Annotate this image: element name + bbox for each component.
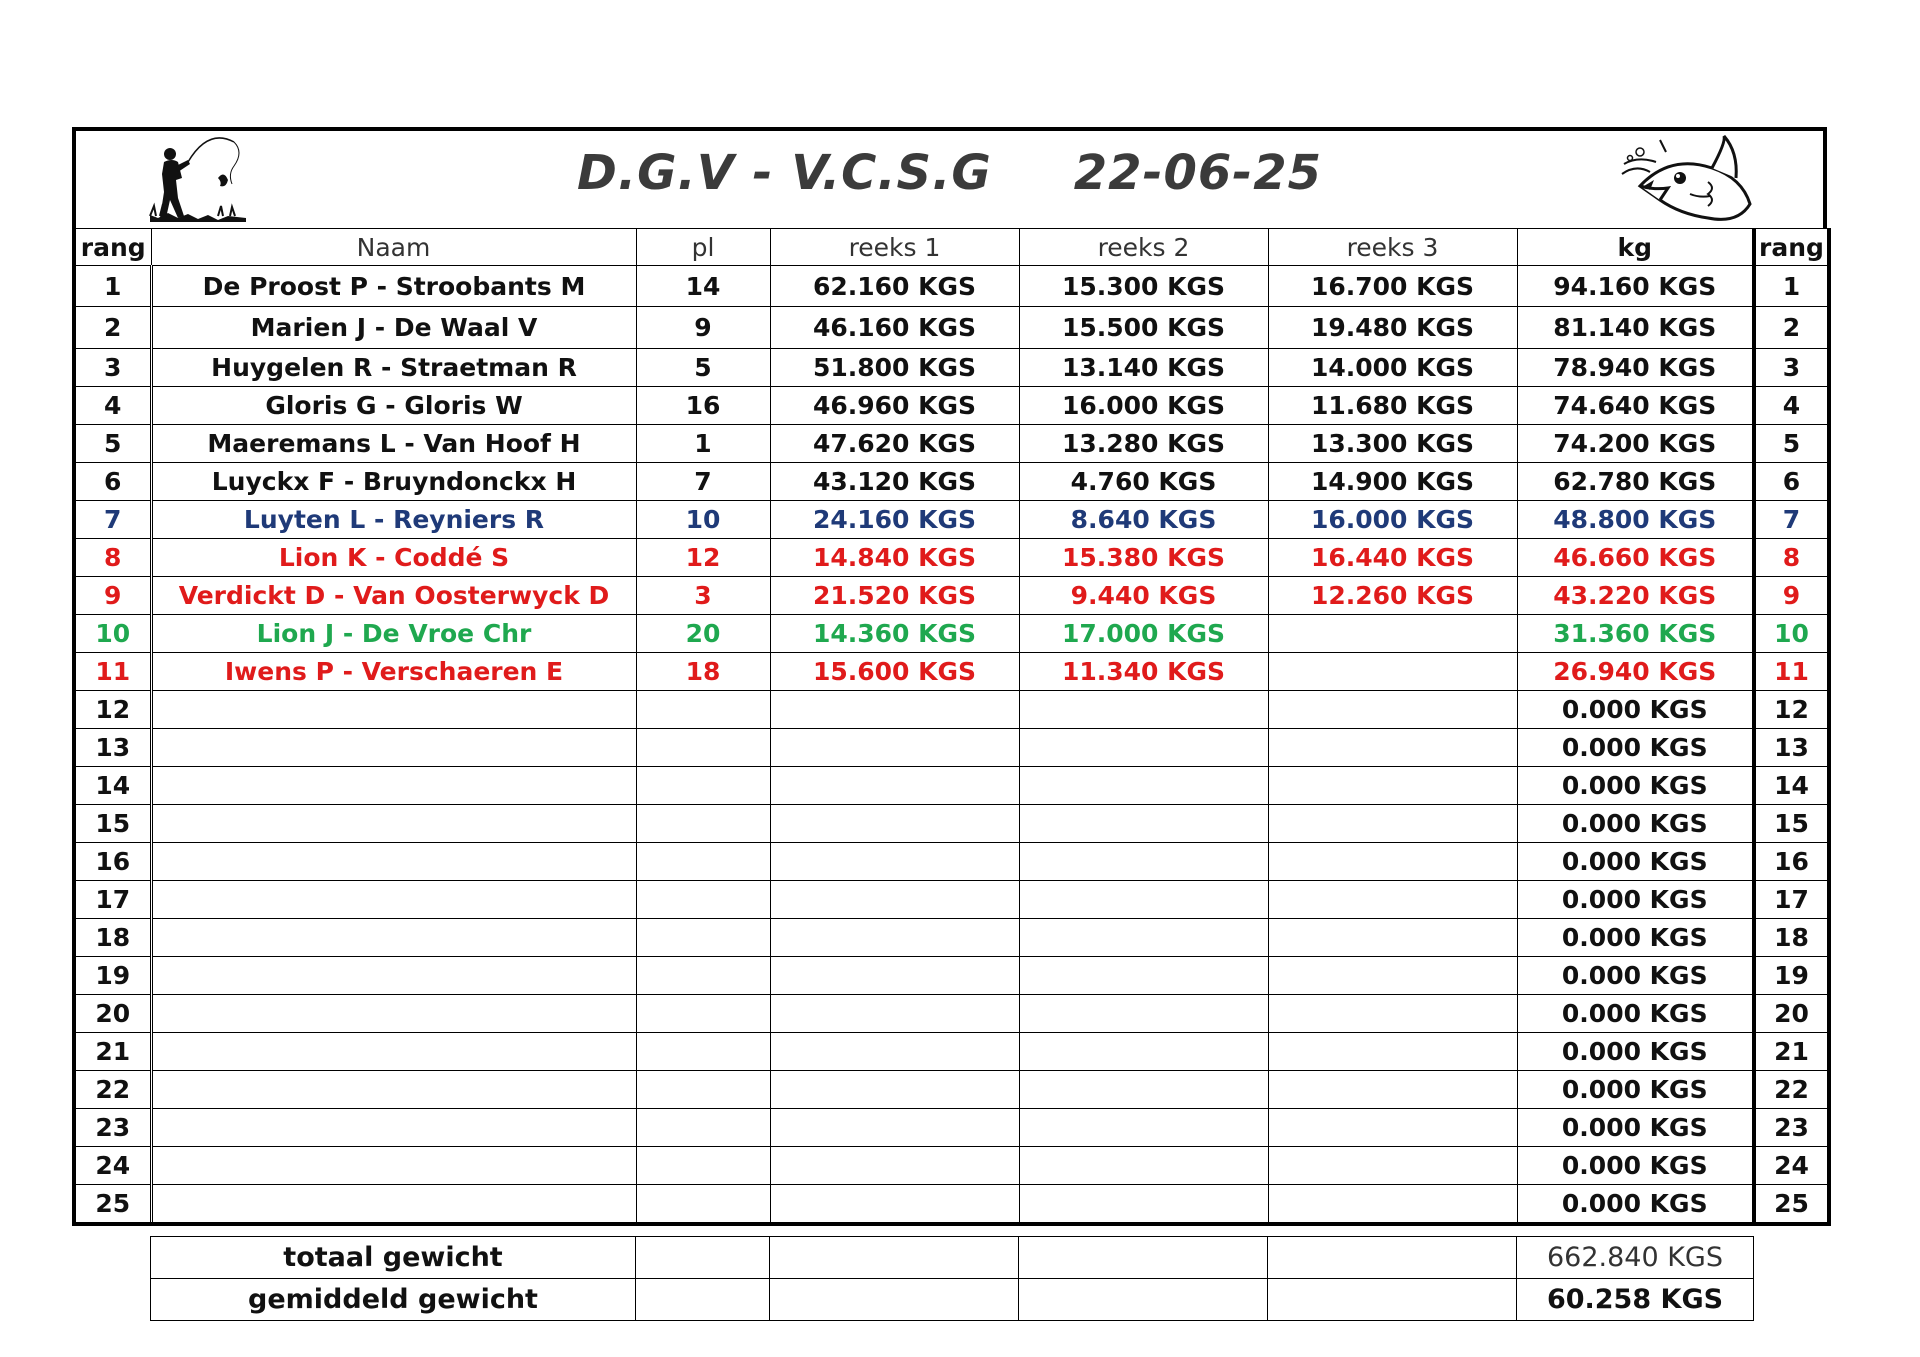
name-cell: Marien J - De Waal V bbox=[151, 307, 636, 349]
total-kg-cell: 43.220 KGS bbox=[1517, 577, 1754, 615]
col-header-pl: pl bbox=[636, 229, 770, 266]
empty-cell bbox=[1268, 1237, 1517, 1279]
page-title bbox=[76, 145, 1823, 201]
position-cell bbox=[636, 957, 770, 995]
rank-right-cell: 14 bbox=[1754, 767, 1829, 805]
total-kg-cell: 0.000 KGS bbox=[1517, 767, 1754, 805]
rank-right-cell: 6 bbox=[1754, 463, 1829, 501]
rank-right-cell: 2 bbox=[1754, 307, 1829, 349]
total-kg-cell: 0.000 KGS bbox=[1517, 995, 1754, 1033]
fish-icon bbox=[1620, 134, 1760, 226]
series1-cell bbox=[770, 843, 1019, 881]
series1-cell bbox=[770, 767, 1019, 805]
series2-cell: 15.300 KGS bbox=[1019, 266, 1268, 307]
series2-cell: 9.440 KGS bbox=[1019, 577, 1268, 615]
position-cell bbox=[636, 995, 770, 1033]
table-row bbox=[74, 307, 1829, 349]
series3-cell bbox=[1268, 653, 1517, 691]
rank-cell: 25 bbox=[74, 1185, 151, 1225]
table-row bbox=[74, 843, 1829, 881]
rank-cell: 11 bbox=[74, 653, 151, 691]
total-kg-cell: 48.800 KGS bbox=[1517, 501, 1754, 539]
series2-cell bbox=[1019, 1147, 1268, 1185]
rank-cell: 3 bbox=[74, 349, 151, 387]
col-header-rang-right: rang bbox=[1754, 229, 1829, 266]
table-row bbox=[74, 463, 1829, 501]
total-kg-cell: 74.200 KGS bbox=[1517, 425, 1754, 463]
series3-cell bbox=[1268, 881, 1517, 919]
name-cell: De Proost P - Stroobants M bbox=[151, 266, 636, 307]
rank-cell: 14 bbox=[74, 767, 151, 805]
position-cell bbox=[636, 729, 770, 767]
club-title: D.G.V - V.C.S.G bbox=[576, 145, 992, 201]
total-kg-cell: 78.940 KGS bbox=[1517, 349, 1754, 387]
rank-right-cell: 23 bbox=[1754, 1109, 1829, 1147]
position-cell: 20 bbox=[636, 615, 770, 653]
name-cell: Iwens P - Verschaeren E bbox=[151, 653, 636, 691]
rank-cell: 1 bbox=[74, 266, 151, 307]
table-row bbox=[74, 653, 1829, 691]
total-kg-cell: 0.000 KGS bbox=[1517, 1071, 1754, 1109]
series2-cell: 17.000 KGS bbox=[1019, 615, 1268, 653]
table-row bbox=[74, 1071, 1829, 1109]
rank-right-cell: 12 bbox=[1754, 691, 1829, 729]
name-cell: Lion K - Coddé S bbox=[151, 539, 636, 577]
rank-right-cell: 19 bbox=[1754, 957, 1829, 995]
series2-cell bbox=[1019, 919, 1268, 957]
rank-cell: 9 bbox=[74, 577, 151, 615]
rank-right-cell: 7 bbox=[1754, 501, 1829, 539]
name-cell: Huygelen R - Straetman R bbox=[151, 349, 636, 387]
name-cell bbox=[151, 881, 636, 919]
col-header-rang: rang bbox=[74, 229, 151, 266]
series3-cell: 14.900 KGS bbox=[1268, 463, 1517, 501]
col-header-reeks1: reeks 1 bbox=[770, 229, 1019, 266]
rank-cell: 4 bbox=[74, 387, 151, 425]
series2-cell: 13.140 KGS bbox=[1019, 349, 1268, 387]
rank-right-cell: 3 bbox=[1754, 349, 1829, 387]
series2-cell bbox=[1019, 805, 1268, 843]
table-row bbox=[74, 1033, 1829, 1071]
series3-cell bbox=[1268, 729, 1517, 767]
series1-cell bbox=[770, 1033, 1019, 1071]
series1-cell bbox=[770, 691, 1019, 729]
average-weight-row bbox=[151, 1279, 1754, 1321]
rank-right-cell: 22 bbox=[1754, 1071, 1829, 1109]
name-cell: Luyten L - Reyniers R bbox=[151, 501, 636, 539]
rank-cell: 6 bbox=[74, 463, 151, 501]
name-cell bbox=[151, 767, 636, 805]
series3-cell bbox=[1268, 919, 1517, 957]
table-row bbox=[74, 805, 1829, 843]
table-row bbox=[74, 767, 1829, 805]
rank-right-cell: 25 bbox=[1754, 1185, 1829, 1225]
series1-cell bbox=[770, 919, 1019, 957]
series3-cell bbox=[1268, 1071, 1517, 1109]
total-kg-cell: 0.000 KGS bbox=[1517, 843, 1754, 881]
series1-cell bbox=[770, 957, 1019, 995]
series2-cell: 11.340 KGS bbox=[1019, 653, 1268, 691]
series3-cell bbox=[1268, 1147, 1517, 1185]
rank-cell: 17 bbox=[74, 881, 151, 919]
total-kg-cell: 62.780 KGS bbox=[1517, 463, 1754, 501]
series3-cell bbox=[1268, 615, 1517, 653]
series1-cell: 62.160 KGS bbox=[770, 266, 1019, 307]
table-row bbox=[74, 425, 1829, 463]
series3-cell: 14.000 KGS bbox=[1268, 349, 1517, 387]
name-cell bbox=[151, 805, 636, 843]
name-cell: Maeremans L - Van Hoof H bbox=[151, 425, 636, 463]
title-frame bbox=[72, 127, 1827, 228]
total-kg-cell: 0.000 KGS bbox=[1517, 805, 1754, 843]
position-cell bbox=[636, 919, 770, 957]
series1-cell: 46.960 KGS bbox=[770, 387, 1019, 425]
table-row bbox=[74, 577, 1829, 615]
name-cell bbox=[151, 691, 636, 729]
total-kg-cell: 0.000 KGS bbox=[1517, 1109, 1754, 1147]
series1-cell: 24.160 KGS bbox=[770, 501, 1019, 539]
rank-cell: 12 bbox=[74, 691, 151, 729]
table-row bbox=[74, 266, 1829, 307]
rank-cell: 16 bbox=[74, 843, 151, 881]
series1-cell: 51.800 KGS bbox=[770, 349, 1019, 387]
series2-cell: 16.000 KGS bbox=[1019, 387, 1268, 425]
series2-cell bbox=[1019, 995, 1268, 1033]
total-kg-cell: 74.640 KGS bbox=[1517, 387, 1754, 425]
rank-right-cell: 8 bbox=[1754, 539, 1829, 577]
average-weight-value: 60.258 KGS bbox=[1517, 1279, 1754, 1321]
series2-cell bbox=[1019, 843, 1268, 881]
position-cell bbox=[636, 1109, 770, 1147]
series3-cell: 16.700 KGS bbox=[1268, 266, 1517, 307]
series1-cell bbox=[770, 1147, 1019, 1185]
table-row bbox=[74, 919, 1829, 957]
total-kg-cell: 31.360 KGS bbox=[1517, 615, 1754, 653]
position-cell bbox=[636, 881, 770, 919]
empty-cell bbox=[636, 1237, 770, 1279]
rank-cell: 7 bbox=[74, 501, 151, 539]
empty-cell bbox=[636, 1279, 770, 1321]
series3-cell bbox=[1268, 1185, 1517, 1225]
series1-cell: 47.620 KGS bbox=[770, 425, 1019, 463]
total-kg-cell: 0.000 KGS bbox=[1517, 691, 1754, 729]
col-header-reeks2: reeks 2 bbox=[1019, 229, 1268, 266]
position-cell: 1 bbox=[636, 425, 770, 463]
position-cell bbox=[636, 691, 770, 729]
rank-cell: 23 bbox=[74, 1109, 151, 1147]
series2-cell bbox=[1019, 1109, 1268, 1147]
fisherman-icon bbox=[148, 132, 248, 226]
table-row bbox=[74, 501, 1829, 539]
series2-cell bbox=[1019, 691, 1268, 729]
table-row bbox=[74, 539, 1829, 577]
position-cell bbox=[636, 767, 770, 805]
results-table bbox=[72, 228, 1831, 1226]
rank-cell: 15 bbox=[74, 805, 151, 843]
name-cell bbox=[151, 1185, 636, 1225]
total-kg-cell: 0.000 KGS bbox=[1517, 957, 1754, 995]
empty-cell bbox=[1268, 1279, 1517, 1321]
total-kg-cell: 0.000 KGS bbox=[1517, 919, 1754, 957]
series1-cell bbox=[770, 1071, 1019, 1109]
series3-cell: 16.000 KGS bbox=[1268, 501, 1517, 539]
position-cell bbox=[636, 843, 770, 881]
series2-cell: 8.640 KGS bbox=[1019, 501, 1268, 539]
rank-cell: 24 bbox=[74, 1147, 151, 1185]
rank-right-cell: 20 bbox=[1754, 995, 1829, 1033]
results-body bbox=[74, 266, 1829, 1225]
position-cell bbox=[636, 1147, 770, 1185]
series1-cell: 46.160 KGS bbox=[770, 307, 1019, 349]
series3-cell: 13.300 KGS bbox=[1268, 425, 1517, 463]
position-cell bbox=[636, 1185, 770, 1225]
series1-cell: 14.360 KGS bbox=[770, 615, 1019, 653]
rank-right-cell: 5 bbox=[1754, 425, 1829, 463]
rank-right-cell: 13 bbox=[1754, 729, 1829, 767]
table-row bbox=[74, 387, 1829, 425]
total-kg-cell: 0.000 KGS bbox=[1517, 729, 1754, 767]
series3-cell bbox=[1268, 691, 1517, 729]
name-cell: Luyckx F - Bruyndonckx H bbox=[151, 463, 636, 501]
empty-cell bbox=[1019, 1279, 1268, 1321]
col-header-kg: kg bbox=[1517, 229, 1754, 266]
series2-cell bbox=[1019, 1071, 1268, 1109]
total-weight-label: totaal gewicht bbox=[151, 1237, 636, 1279]
total-kg-cell: 81.140 KGS bbox=[1517, 307, 1754, 349]
rank-right-cell: 18 bbox=[1754, 919, 1829, 957]
series1-cell bbox=[770, 1109, 1019, 1147]
total-kg-cell: 0.000 KGS bbox=[1517, 1185, 1754, 1225]
empty-cell bbox=[1019, 1237, 1268, 1279]
empty-cell bbox=[770, 1279, 1019, 1321]
series2-cell: 15.500 KGS bbox=[1019, 307, 1268, 349]
total-kg-cell: 94.160 KGS bbox=[1517, 266, 1754, 307]
rank-right-cell: 10 bbox=[1754, 615, 1829, 653]
name-cell bbox=[151, 1071, 636, 1109]
position-cell: 3 bbox=[636, 577, 770, 615]
rank-right-cell: 24 bbox=[1754, 1147, 1829, 1185]
total-kg-cell: 26.940 KGS bbox=[1517, 653, 1754, 691]
col-header-reeks3: reeks 3 bbox=[1268, 229, 1517, 266]
series2-cell bbox=[1019, 729, 1268, 767]
name-cell: Lion J - De Vroe Chr bbox=[151, 615, 636, 653]
header-row bbox=[74, 229, 1829, 266]
position-cell bbox=[636, 1033, 770, 1071]
rank-cell: 21 bbox=[74, 1033, 151, 1071]
position-cell bbox=[636, 805, 770, 843]
position-cell: 9 bbox=[636, 307, 770, 349]
name-cell bbox=[151, 1147, 636, 1185]
series1-cell: 15.600 KGS bbox=[770, 653, 1019, 691]
series3-cell bbox=[1268, 805, 1517, 843]
series2-cell bbox=[1019, 1185, 1268, 1225]
average-weight-label: gemiddeld gewicht bbox=[151, 1279, 636, 1321]
rank-cell: 20 bbox=[74, 995, 151, 1033]
position-cell: 12 bbox=[636, 539, 770, 577]
table-row bbox=[74, 995, 1829, 1033]
series3-cell bbox=[1268, 1033, 1517, 1071]
position-cell: 7 bbox=[636, 463, 770, 501]
position-cell: 16 bbox=[636, 387, 770, 425]
position-cell: 10 bbox=[636, 501, 770, 539]
name-cell bbox=[151, 729, 636, 767]
series3-cell bbox=[1268, 995, 1517, 1033]
rank-cell: 18 bbox=[74, 919, 151, 957]
series3-cell: 19.480 KGS bbox=[1268, 307, 1517, 349]
rank-cell: 10 bbox=[74, 615, 151, 653]
rank-right-cell: 15 bbox=[1754, 805, 1829, 843]
series3-cell: 11.680 KGS bbox=[1268, 387, 1517, 425]
total-kg-cell: 0.000 KGS bbox=[1517, 881, 1754, 919]
name-cell bbox=[151, 1109, 636, 1147]
table-row bbox=[74, 349, 1829, 387]
series1-cell bbox=[770, 729, 1019, 767]
table-row bbox=[74, 881, 1829, 919]
series2-cell bbox=[1019, 767, 1268, 805]
name-cell bbox=[151, 919, 636, 957]
table-row bbox=[74, 957, 1829, 995]
rank-cell: 5 bbox=[74, 425, 151, 463]
name-cell bbox=[151, 1033, 636, 1071]
table-row bbox=[74, 1147, 1829, 1185]
totals-table bbox=[150, 1236, 1754, 1321]
col-header-naam: Naam bbox=[151, 229, 636, 266]
total-kg-cell: 0.000 KGS bbox=[1517, 1033, 1754, 1071]
position-cell: 14 bbox=[636, 266, 770, 307]
rank-right-cell: 16 bbox=[1754, 843, 1829, 881]
table-row bbox=[74, 615, 1829, 653]
total-kg-cell: 46.660 KGS bbox=[1517, 539, 1754, 577]
rank-cell: 22 bbox=[74, 1071, 151, 1109]
table-row bbox=[74, 691, 1829, 729]
match-date: 22-06-25 bbox=[1073, 145, 1322, 201]
series1-cell: 21.520 KGS bbox=[770, 577, 1019, 615]
series2-cell bbox=[1019, 1033, 1268, 1071]
name-cell: Verdickt D - Van Oosterwyck D bbox=[151, 577, 636, 615]
table-row bbox=[74, 1185, 1829, 1225]
empty-cell bbox=[770, 1237, 1019, 1279]
rank-cell: 19 bbox=[74, 957, 151, 995]
series3-cell: 12.260 KGS bbox=[1268, 577, 1517, 615]
series2-cell bbox=[1019, 881, 1268, 919]
name-cell: Gloris G - Gloris W bbox=[151, 387, 636, 425]
total-weight-value: 662.840 KGS bbox=[1517, 1237, 1754, 1279]
rank-right-cell: 1 bbox=[1754, 266, 1829, 307]
table-row bbox=[74, 1109, 1829, 1147]
series1-cell: 43.120 KGS bbox=[770, 463, 1019, 501]
rank-cell: 2 bbox=[74, 307, 151, 349]
series2-cell: 15.380 KGS bbox=[1019, 539, 1268, 577]
series3-cell bbox=[1268, 767, 1517, 805]
rank-right-cell: 21 bbox=[1754, 1033, 1829, 1071]
total-kg-cell: 0.000 KGS bbox=[1517, 1147, 1754, 1185]
series3-cell: 16.440 KGS bbox=[1268, 539, 1517, 577]
series1-cell bbox=[770, 881, 1019, 919]
series3-cell bbox=[1268, 843, 1517, 881]
series3-cell bbox=[1268, 1109, 1517, 1147]
total-weight-row bbox=[151, 1237, 1754, 1279]
name-cell bbox=[151, 995, 636, 1033]
series1-cell bbox=[770, 995, 1019, 1033]
series1-cell bbox=[770, 805, 1019, 843]
rank-right-cell: 9 bbox=[1754, 577, 1829, 615]
rank-cell: 8 bbox=[74, 539, 151, 577]
series2-cell bbox=[1019, 957, 1268, 995]
position-cell bbox=[636, 1071, 770, 1109]
rank-right-cell: 17 bbox=[1754, 881, 1829, 919]
name-cell bbox=[151, 843, 636, 881]
table-row bbox=[74, 729, 1829, 767]
series1-cell bbox=[770, 1185, 1019, 1225]
position-cell: 5 bbox=[636, 349, 770, 387]
rank-cell: 13 bbox=[74, 729, 151, 767]
series2-cell: 13.280 KGS bbox=[1019, 425, 1268, 463]
position-cell: 18 bbox=[636, 653, 770, 691]
name-cell bbox=[151, 957, 636, 995]
rank-right-cell: 4 bbox=[1754, 387, 1829, 425]
rank-right-cell: 11 bbox=[1754, 653, 1829, 691]
series1-cell: 14.840 KGS bbox=[770, 539, 1019, 577]
series3-cell bbox=[1268, 957, 1517, 995]
series2-cell: 4.760 KGS bbox=[1019, 463, 1268, 501]
